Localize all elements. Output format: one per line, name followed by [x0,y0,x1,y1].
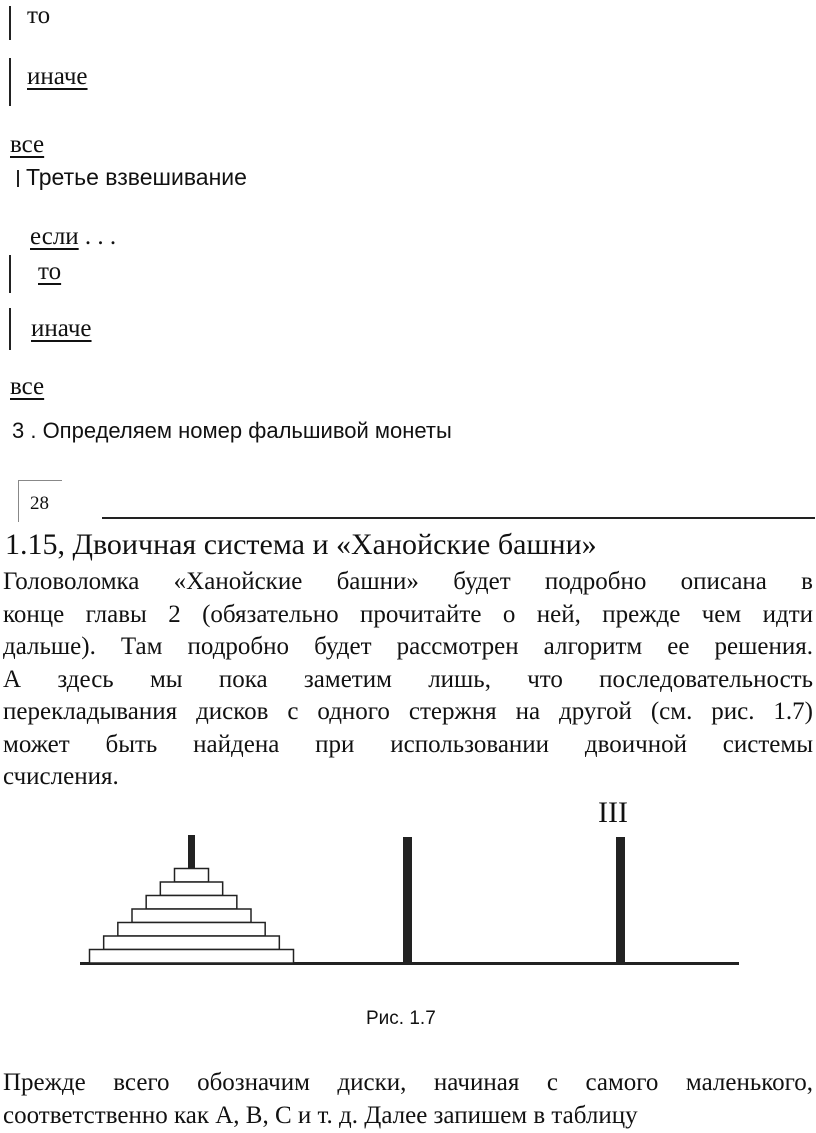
paragraph-line: конце главы 2 (обязательно прочитайте о ней, прежде чем идти [3,600,813,628]
section-paragraph [3,566,813,794]
paragraph-line: может быть найдена при использовании двоичной системы [3,730,813,758]
section-heading: 1.15, Двоичная система и «Ханойские башни» [5,528,597,561]
block-bracket-2 [17,170,19,187]
rod-3 [616,837,625,965]
header-rule [102,517,815,519]
figure-caption: Рис. 1.7 [366,1008,436,1029]
keyword-if-2: если [30,223,79,250]
keyword-else-2: иначе [31,315,92,342]
keyword-then-2: то [38,258,62,285]
keyword-end-2: все [10,373,45,400]
disk-1 [175,869,209,883]
block-bracket-1a [9,6,11,40]
disk-4 [132,909,251,923]
paragraph-line: счисления. [3,763,119,790]
third-weighing-label: Третье взвешивание [26,164,247,190]
paragraph-line: перекладывания дисков с одного стержня на другой (см. рис. 1.7) [3,698,813,725]
page-number-box [18,480,62,522]
disk-stack [90,869,294,964]
paragraph-line: Головоломка «Ханойские башни» будет подробно описана в [3,568,813,595]
disk-3 [146,896,237,910]
rod-2 [403,837,412,965]
step-3-text: 3 . Определяем номер фальшивой монеты [12,418,452,443]
hanoi-towers-figure [0,835,816,965]
disk-7 [90,950,294,964]
paragraph-line: Прежде всего обозначим диски, начиная с самого маленького, [3,1069,813,1096]
keyword-if-2-dots: . . . [78,223,117,250]
keyword-if-2-line [30,223,116,251]
page-number: 28 [30,493,49,514]
block-bracket-1b [9,58,11,106]
rod-label-iii: III [598,796,628,829]
paragraph-line: дальше). Там подробно будет рассмотрен алгоритм ее решения. [3,633,813,660]
block-bracket-3a [9,255,11,293]
disk-6 [104,936,280,950]
block-bracket-3b [9,308,11,350]
closing-paragraph [3,1067,813,1132]
paragraph-line: А здесь мы пока заметим лишь, что последовательность [3,665,813,693]
disk-5 [118,923,265,937]
disk-2 [160,882,222,896]
paragraph-line: соответственно как А, В, С и т. д. Далее запишем в таблицу [3,1101,638,1129]
keyword-then-1: то [27,2,51,29]
keyword-end-1: все [10,131,45,158]
keyword-else-1: иначе [27,63,88,90]
